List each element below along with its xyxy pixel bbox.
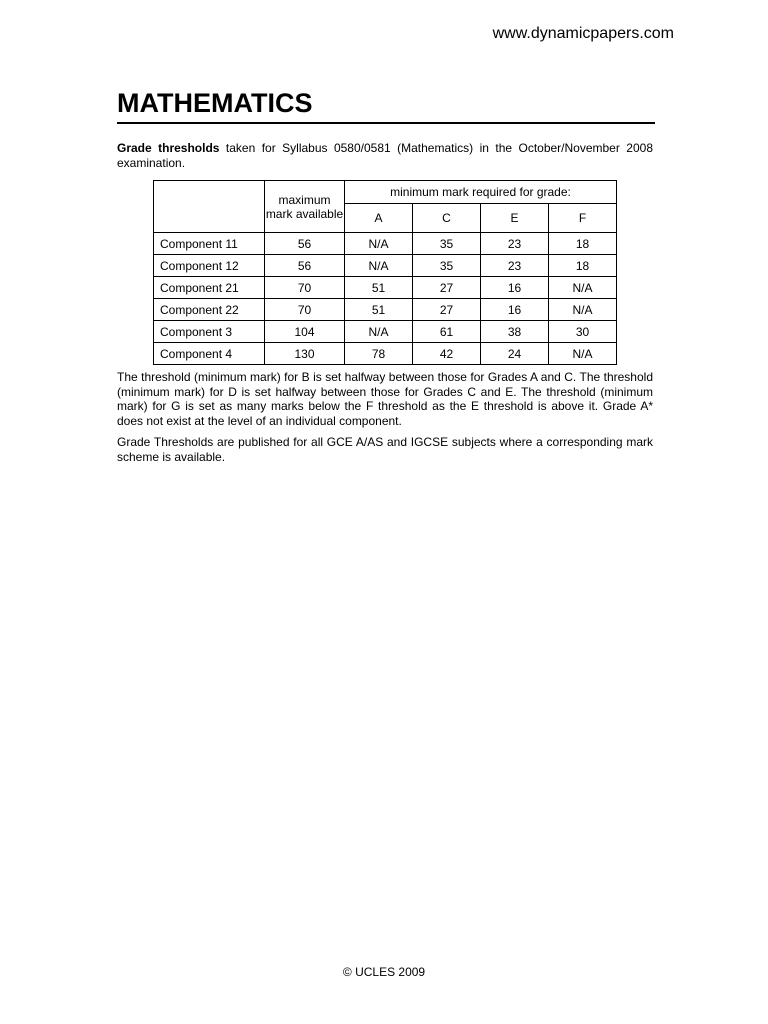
grade-e-cell: 38 [481, 321, 549, 343]
component-cell: Component 21 [154, 277, 265, 299]
grade-e-cell: 23 [481, 255, 549, 277]
grade-a-cell: N/A [345, 255, 413, 277]
intro-bold-lead: Grade thresholds [117, 141, 220, 155]
grade-c-cell: 61 [413, 321, 481, 343]
header-max-mark: maximum mark available [265, 181, 345, 233]
table-row [154, 299, 617, 321]
grade-e-cell: 16 [481, 277, 549, 299]
grade-a-cell: 51 [345, 299, 413, 321]
component-cell: Component 4 [154, 343, 265, 365]
component-cell: Component 12 [154, 255, 265, 277]
table-row [154, 255, 617, 277]
grade-f-cell: 30 [549, 321, 617, 343]
grade-f-cell: N/A [549, 343, 617, 365]
grade-c-cell: 35 [413, 233, 481, 255]
header-grade-f: F [549, 203, 617, 232]
max-mark-cell: 70 [265, 299, 345, 321]
grade-e-cell: 16 [481, 299, 549, 321]
grade-a-cell: N/A [345, 321, 413, 343]
publication-note-paragraph: Grade Thresholds are published for all GCE A/AS and IGCSE subjects where a corresponding mark scheme is available. [117, 435, 653, 464]
table-row [154, 343, 617, 365]
grade-a-cell: N/A [345, 233, 413, 255]
grade-f-cell: N/A [549, 299, 617, 321]
header-blank-cell [154, 181, 265, 233]
max-mark-cell: 104 [265, 321, 345, 343]
intro-text: taken for Syllabus 0580/0581 (Mathematics) in the October/November 2008 examination. [117, 141, 653, 170]
grade-e-cell: 23 [481, 233, 549, 255]
grade-a-cell: 51 [345, 277, 413, 299]
grade-f-cell: N/A [549, 277, 617, 299]
component-cell: Component 22 [154, 299, 265, 321]
header-min-mark-group: minimum mark required for grade: [345, 181, 617, 204]
threshold-explanation-paragraph: The threshold (minimum mark) for B is set halfway between those for Grades A and C. The threshold (minimum mark) for D is set halfway between those for Grades C and E. The threshold (minimum mark) for G is set as many marks below the F threshold as the E threshold is above it. Grade A* does not exist at the level of an individual component. [117, 370, 653, 428]
page-title: MATHEMATICS [117, 86, 655, 124]
table-row [154, 277, 617, 299]
max-mark-cell: 70 [265, 277, 345, 299]
site-url: www.dynamicpapers.com [492, 25, 674, 42]
max-mark-cell: 56 [265, 233, 345, 255]
copyright-footer: © UCLES 2009 [342, 965, 426, 979]
grade-c-cell: 35 [413, 255, 481, 277]
header-grade-e: E [481, 203, 549, 232]
table-header-row [154, 181, 617, 204]
component-cell: Component 3 [154, 321, 265, 343]
grade-c-cell: 27 [413, 277, 481, 299]
grade-thresholds-table [153, 180, 617, 365]
max-mark-cell: 56 [265, 255, 345, 277]
table-row [154, 321, 617, 343]
grade-f-cell: 18 [549, 255, 617, 277]
component-cell: Component 11 [154, 233, 265, 255]
header-grade-a: A [345, 203, 413, 232]
grade-e-cell: 24 [481, 343, 549, 365]
max-mark-cell: 130 [265, 343, 345, 365]
table-row [154, 233, 617, 255]
grade-a-cell: 78 [345, 343, 413, 365]
intro-paragraph [117, 141, 653, 170]
header-grade-c: C [413, 203, 481, 232]
grade-c-cell: 42 [413, 343, 481, 365]
grade-c-cell: 27 [413, 299, 481, 321]
grade-f-cell: 18 [549, 233, 617, 255]
